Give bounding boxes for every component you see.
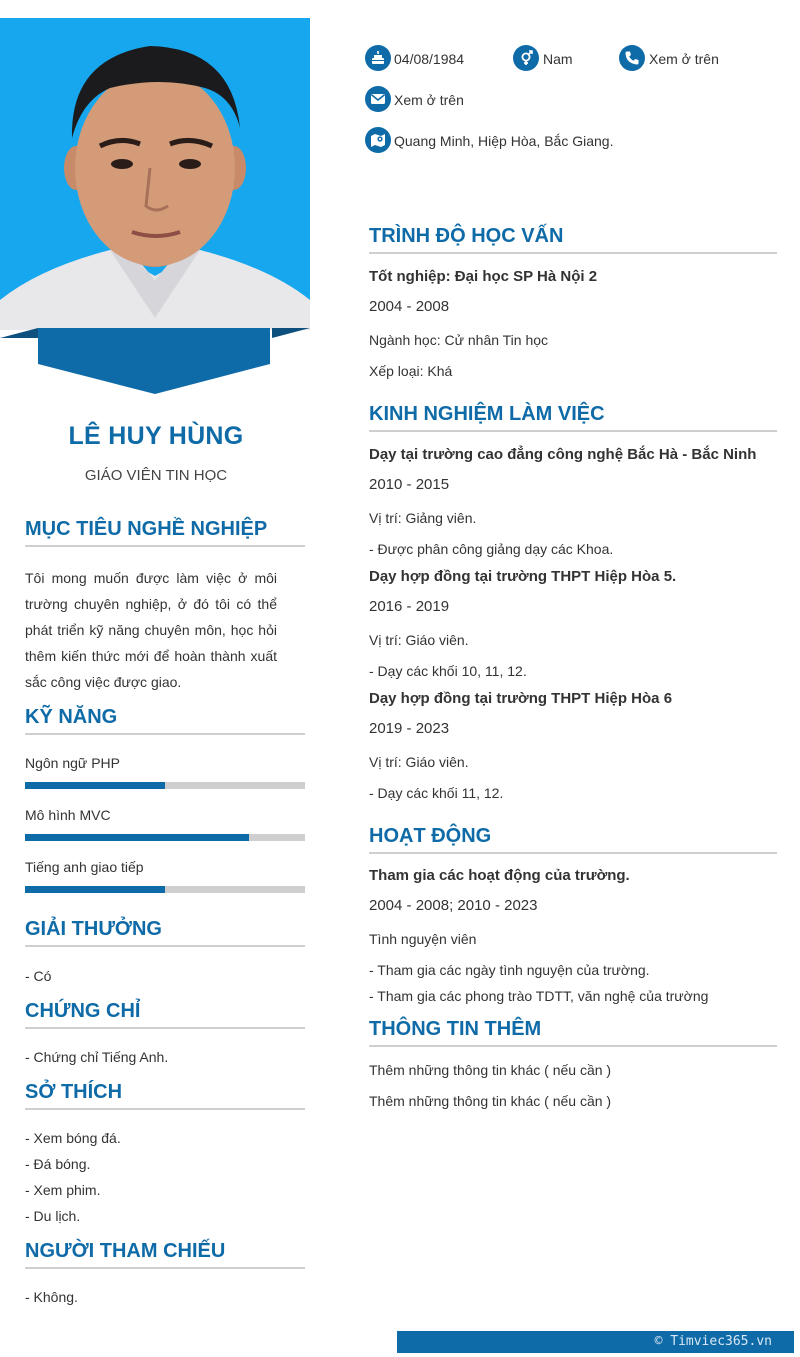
job-position: Vị trí: Giáo viên. — [369, 754, 469, 770]
experience-divider — [369, 430, 777, 432]
hobbies-divider — [25, 1108, 305, 1110]
job-period: 2016 - 2019 — [369, 598, 450, 615]
activities-heading: HOẠT ĐỘNG — [369, 825, 492, 847]
job-position: Vị trí: Giáo viên. — [369, 632, 469, 648]
email-icon — [365, 86, 391, 112]
skills-heading: KỸ NĂNG — [25, 706, 118, 728]
education-divider — [369, 252, 777, 254]
education-major: Ngành học: Cử nhân Tin học — [369, 332, 549, 348]
certificates-heading: CHỨNG CHỈ — [25, 1000, 141, 1022]
job-period: 2019 - 2023 — [369, 720, 450, 737]
job-detail: - Dạy các khối 11, 12. — [369, 785, 504, 801]
gender-text: Nam — [543, 51, 573, 67]
skill-bar — [25, 834, 305, 841]
job-org: Dạy hợp đồng tại trường THPT Hiệp Hòa 6 — [369, 690, 673, 707]
footer-bar — [397, 1331, 794, 1353]
photo-ribbon — [0, 328, 310, 396]
profile-photo — [0, 18, 310, 330]
job-position: Vị trí: Giảng viên. — [369, 510, 477, 526]
map-location-icon — [365, 127, 391, 153]
activity-period: 2004 - 2008; 2010 - 2023 — [369, 897, 538, 914]
activity-detail: - Tham gia các phong trào TDTT, văn nghệ của trường — [369, 988, 709, 1004]
skill-label: Tiếng anh giao tiếp — [25, 859, 144, 875]
address-text: Quang Minh, Hiệp Hòa, Bắc Giang. — [394, 133, 614, 149]
certificates-divider — [25, 1027, 305, 1029]
award-item: - Có — [25, 968, 52, 984]
awards-heading: GIẢI THƯỞNG — [25, 918, 162, 940]
hobby-item: - Xem phim. — [25, 1182, 101, 1198]
activity-title: Tham gia các hoạt động của trường. — [369, 867, 630, 884]
candidate-name: LÊ HUY HÙNG — [68, 422, 244, 450]
skill-label: Mô hình MVC — [25, 807, 111, 823]
job-org: Dạy hợp đồng tại trường THPT Hiệp Hòa 5. — [369, 568, 677, 585]
skill-bar-fill — [25, 886, 165, 893]
objective-line: Tôi mong muốn được làm việc ở môi — [25, 570, 277, 586]
objective-line: thêm kiến thức mới để hoàn thành xuất — [25, 648, 277, 664]
extra-line: Thêm những thông tin khác ( nếu cần ) — [369, 1093, 612, 1109]
experience-heading: KINH NGHIỆM LÀM VIỆC — [369, 403, 605, 425]
job-detail: - Dạy các khối 10, 11, 12. — [369, 663, 527, 679]
phone-icon — [619, 45, 645, 71]
job-org: Dạy tại trường cao đẳng công nghệ Bắc Hà - Bắc Ninh — [369, 446, 757, 463]
skills-divider — [25, 733, 305, 735]
birthday-text: 04/08/1984 — [394, 51, 465, 67]
skill-bar-fill — [25, 834, 249, 841]
extra-line: Thêm những thông tin khác ( nếu cần ) — [369, 1062, 612, 1078]
objective-line: trường chuyên nghiệp, ở đó tôi có thể — [25, 596, 277, 612]
job-period: 2010 - 2015 — [369, 476, 450, 493]
references-divider — [25, 1267, 305, 1269]
reference-item: - Không. — [25, 1289, 78, 1305]
left-column — [0, 0, 312, 1357]
email-text: Xem ở trên — [394, 92, 464, 108]
awards-divider — [25, 945, 305, 947]
phone-text: Xem ở trên — [649, 51, 719, 67]
activities-divider — [369, 852, 777, 854]
activity-role: Tình nguyện viên — [369, 931, 477, 947]
job-detail: - Được phân công giảng dạy các Khoa. — [369, 541, 614, 557]
candidate-title: GIÁO VIÊN TIN HỌC — [84, 467, 228, 484]
hobby-item: - Xem bóng đá. — [25, 1130, 121, 1146]
activity-detail: - Tham gia các ngày tình nguyện của trường. — [369, 962, 650, 978]
education-grade: Xếp loại: Khá — [369, 363, 453, 379]
skill-bar — [25, 782, 305, 789]
extra-divider — [369, 1045, 777, 1047]
skill-bar-fill — [25, 782, 165, 789]
objective-line: phát triển kỹ năng chuyên môn, học hỏi — [25, 622, 277, 638]
objective-text — [25, 565, 277, 695]
education-period: 2004 - 2008 — [369, 298, 450, 315]
objective-divider — [25, 545, 305, 547]
skill-bar — [25, 886, 305, 893]
footer-credit[interactable]: © Timviec365.vn — [654, 1334, 772, 1349]
references-heading: NGƯỜI THAM CHIẾU — [25, 1240, 226, 1262]
hobby-item: - Đá bóng. — [25, 1156, 91, 1172]
skill-label: Ngôn ngữ PHP — [25, 755, 120, 771]
extra-heading: THÔNG TIN THÊM — [369, 1018, 542, 1040]
education-heading: TRÌNH ĐỘ HỌC VẤN — [369, 225, 564, 247]
education-school: Tốt nghiệp: Đại học SP Hà Nội 2 — [369, 268, 598, 285]
objective-line: sắc công việc được giao. — [25, 674, 182, 690]
certificate-item: - Chứng chỉ Tiếng Anh. — [25, 1049, 169, 1065]
objective-heading: MỤC TIÊU NGHỀ NGHIỆP — [25, 518, 268, 540]
birthday-cake-icon — [365, 45, 391, 71]
hobbies-heading: SỞ THÍCH — [25, 1081, 123, 1103]
gender-icon — [513, 45, 539, 71]
hobby-item: - Du lịch. — [25, 1208, 81, 1224]
